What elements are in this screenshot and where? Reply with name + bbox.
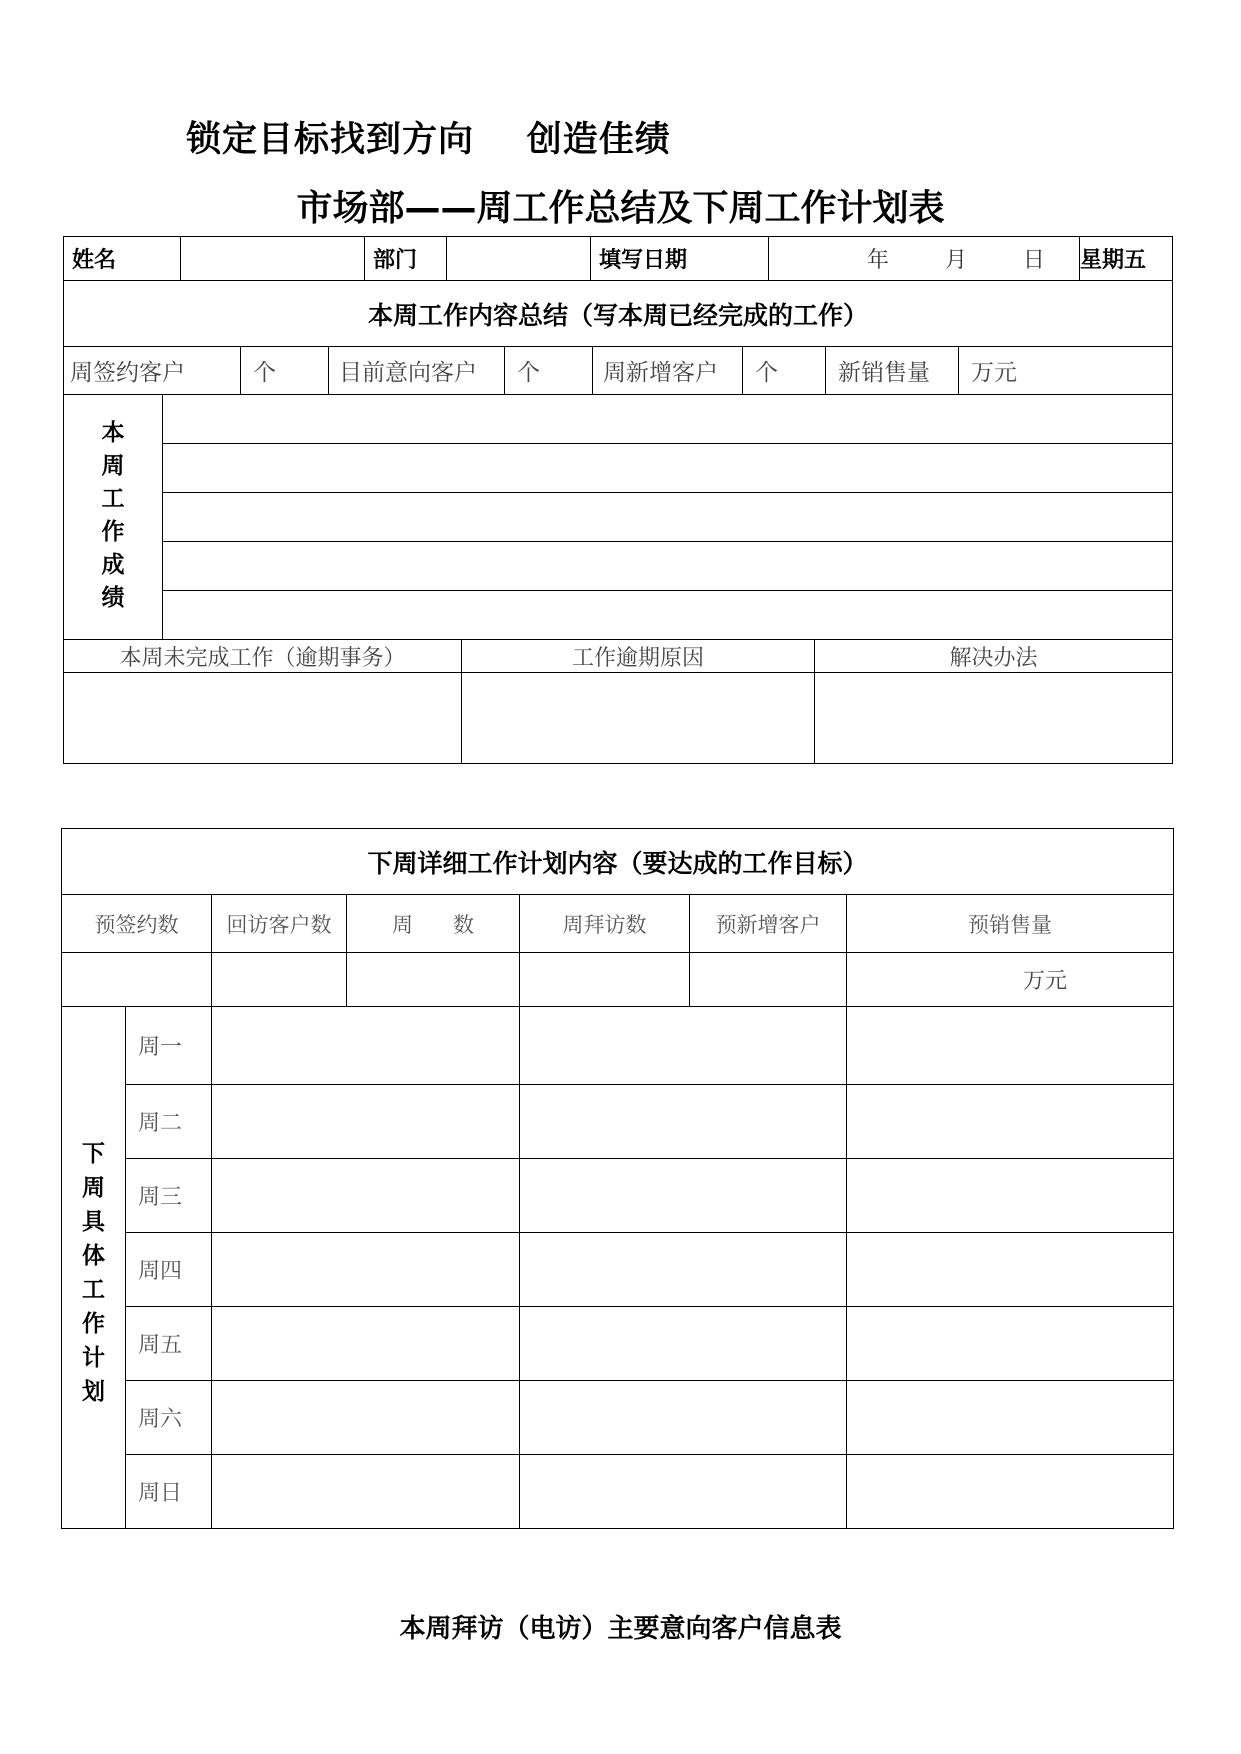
page-title: 市场部——周工作总结及下周工作计划表 bbox=[296, 188, 945, 229]
day-plan-cell[interactable] bbox=[212, 1307, 520, 1381]
day-plan-cell[interactable] bbox=[520, 1455, 847, 1529]
plan-heading: 下周详细工作计划内容（要达成的工作目标） bbox=[62, 829, 1174, 895]
new-clients-label: 周新增客户 bbox=[593, 347, 743, 395]
day-plan-cell[interactable] bbox=[212, 1159, 520, 1233]
day-plan-cell[interactable] bbox=[212, 1381, 520, 1455]
achievements-table bbox=[63, 394, 1173, 640]
weekly-stats-row bbox=[63, 346, 1173, 395]
overdue-reason-field[interactable] bbox=[462, 673, 815, 764]
day-label-sat: 周六 bbox=[126, 1381, 212, 1455]
unfinished-label: 本周未完成工作（逾期事务） bbox=[64, 640, 462, 673]
summary-heading: 本周工作内容总结（写本周已经完成的工作） bbox=[64, 281, 1173, 347]
next-week-plan-label: 下周具体工作计划 bbox=[82, 1141, 105, 1405]
day-label-fri: 周五 bbox=[126, 1307, 212, 1381]
date-field[interactable]: 年 月 日 bbox=[769, 237, 1080, 281]
new-clients-field[interactable]: 个 bbox=[743, 347, 826, 395]
name-label: 姓名 bbox=[64, 237, 181, 281]
solution-field[interactable] bbox=[815, 673, 1173, 764]
day-plan-cell[interactable] bbox=[847, 1007, 1174, 1085]
next-week-plan-table bbox=[61, 828, 1174, 1007]
achievement-line[interactable] bbox=[163, 591, 1173, 640]
name-field[interactable] bbox=[181, 237, 365, 281]
day-plan-cell[interactable] bbox=[520, 1159, 847, 1233]
day-plan-cell[interactable] bbox=[847, 1381, 1174, 1455]
plan-col-week-count: 周 数 bbox=[347, 895, 520, 953]
day-plan-cell[interactable] bbox=[847, 1085, 1174, 1159]
day-label-wed: 周三 bbox=[126, 1159, 212, 1233]
intent-clients-label: 目前意向客户 bbox=[329, 347, 505, 395]
signed-clients-label: 周签约客户 bbox=[64, 347, 241, 395]
day-plan-cell[interactable] bbox=[847, 1159, 1174, 1233]
new-sales-label: 新销售量 bbox=[826, 347, 959, 395]
day-plan-cell[interactable] bbox=[847, 1233, 1174, 1307]
plan-col-pre-signed: 预签约数 bbox=[62, 895, 212, 953]
day-label-thu: 周四 bbox=[126, 1233, 212, 1307]
plan-sales-field[interactable]: 万元 bbox=[847, 953, 1174, 1007]
new-sales-field[interactable]: 万元 bbox=[959, 347, 1173, 395]
plan-revisit-field[interactable] bbox=[212, 953, 347, 1007]
overdue-reason-label: 工作逾期原因 bbox=[462, 640, 815, 673]
plan-col-new-clients: 预新增客户 bbox=[690, 895, 847, 953]
day-plan-cell[interactable] bbox=[520, 1085, 847, 1159]
day-plan-cell[interactable] bbox=[520, 1307, 847, 1381]
achievement-line[interactable] bbox=[163, 493, 1173, 542]
achievements-label: 本周工作成绩 bbox=[101, 420, 125, 611]
slogan: 锁定目标找到方向 创造佳绩 bbox=[186, 120, 671, 160]
plan-pre-signed-field[interactable] bbox=[62, 953, 212, 1007]
day-plan-cell[interactable] bbox=[520, 1007, 847, 1085]
achievement-line[interactable] bbox=[163, 542, 1173, 591]
plan-col-visits: 周拜访数 bbox=[520, 895, 690, 953]
unfinished-field[interactable] bbox=[64, 673, 462, 764]
unfinished-table bbox=[63, 639, 1173, 764]
achievement-line[interactable] bbox=[163, 444, 1173, 493]
plan-visits-field[interactable] bbox=[520, 953, 690, 1007]
weekly-summary-table bbox=[63, 236, 1173, 347]
day-plan-cell[interactable] bbox=[212, 1007, 520, 1085]
plan-week-count-field[interactable] bbox=[347, 953, 520, 1007]
day-plan-cell[interactable] bbox=[520, 1381, 847, 1455]
day-plan-cell[interactable] bbox=[212, 1455, 520, 1529]
client-info-title: 本周拜访（电访）主要意向客户信息表 bbox=[399, 1614, 842, 1644]
achievement-line[interactable] bbox=[163, 395, 1173, 444]
signed-clients-field[interactable]: 个 bbox=[241, 347, 329, 395]
intent-clients-field[interactable]: 个 bbox=[505, 347, 593, 395]
dept-field[interactable] bbox=[447, 237, 591, 281]
weekday-value: 星期五 bbox=[1080, 237, 1173, 281]
date-label: 填写日期 bbox=[591, 237, 769, 281]
day-label-sun: 周日 bbox=[126, 1455, 212, 1529]
plan-col-revisit: 回访客户数 bbox=[212, 895, 347, 953]
plan-col-sales: 预销售量 bbox=[847, 895, 1174, 953]
solution-label: 解决办法 bbox=[815, 640, 1173, 673]
day-plan-cell[interactable] bbox=[520, 1233, 847, 1307]
day-plan-cell[interactable] bbox=[212, 1233, 520, 1307]
daily-plan-table bbox=[61, 1006, 1174, 1529]
plan-new-clients-field[interactable] bbox=[690, 953, 847, 1007]
day-label-mon: 周一 bbox=[126, 1007, 212, 1085]
day-plan-cell[interactable] bbox=[212, 1085, 520, 1159]
day-label-tue: 周二 bbox=[126, 1085, 212, 1159]
day-plan-cell[interactable] bbox=[847, 1455, 1174, 1529]
dept-label: 部门 bbox=[365, 237, 447, 281]
day-plan-cell[interactable] bbox=[847, 1307, 1174, 1381]
